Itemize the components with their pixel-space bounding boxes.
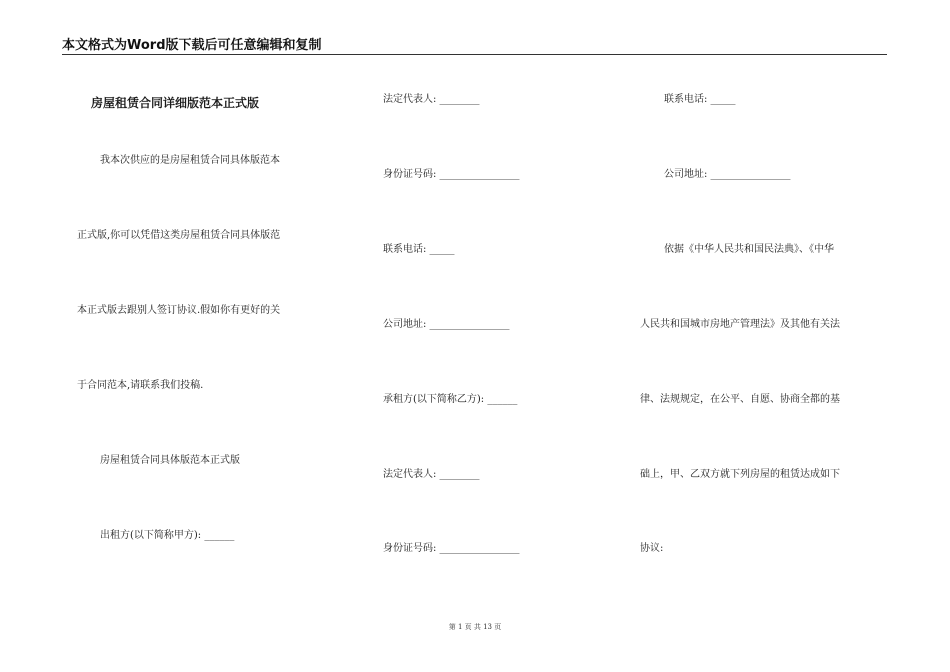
page-header (62, 34, 887, 55)
col1-line-2: 正式版,你可以凭借这类房屋租赁合同具体版范 (77, 230, 281, 241)
col3-line-5: 律、法规规定，在公平、自愿、协商全都的基 (640, 394, 840, 405)
document-title: 房屋租赁合同详细版范本正式版 (91, 96, 260, 110)
col2-line-7: 身份证号码: ________________ (383, 543, 520, 554)
col2-line-5: 承租方(以下简称乙方): ______ (383, 394, 518, 405)
col1-line-1: 我本次供应的是房屋租赁合同具体版范本 (100, 155, 280, 166)
col1-line-5: 房屋租赁合同具体版范本正式版 (100, 455, 240, 466)
col3-line-3: 依据《中华人民共和国民法典》、《中华 (664, 244, 834, 255)
col1-line-3: 本正式版去跟别人签订协议.假如你有更好的关 (77, 305, 281, 316)
col2-line-6: 法定代表人: ________ (383, 469, 480, 480)
page-number: 第 1 页 共 13 页 (448, 623, 502, 631)
col2-line-4: 公司地址: ________________ (383, 319, 510, 330)
col3-line-1: 联系电话: _____ (664, 94, 736, 105)
col3-line-6: 础上，甲、乙双方就下列房屋的租赁达成如下 (640, 469, 840, 480)
col1-line-4: 于合同范本,请联系我们投稿. (77, 380, 204, 391)
col2-line-3: 联系电话: _____ (383, 244, 455, 255)
col2-line-1: 法定代表人: ________ (383, 94, 480, 105)
col2-line-2: 身份证号码: ________________ (383, 169, 520, 180)
header-title: 本文格式为Word版下载后可任意编辑和复制 (62, 38, 322, 53)
col3-line-2: 公司地址: ________________ (664, 169, 791, 180)
col1-line-6: 出租方(以下简称甲方): ______ (100, 530, 235, 541)
col3-line-7: 协议: (640, 543, 664, 554)
col3-line-4: 人民共和国城市房地产管理法》及其他有关法 (640, 319, 840, 330)
